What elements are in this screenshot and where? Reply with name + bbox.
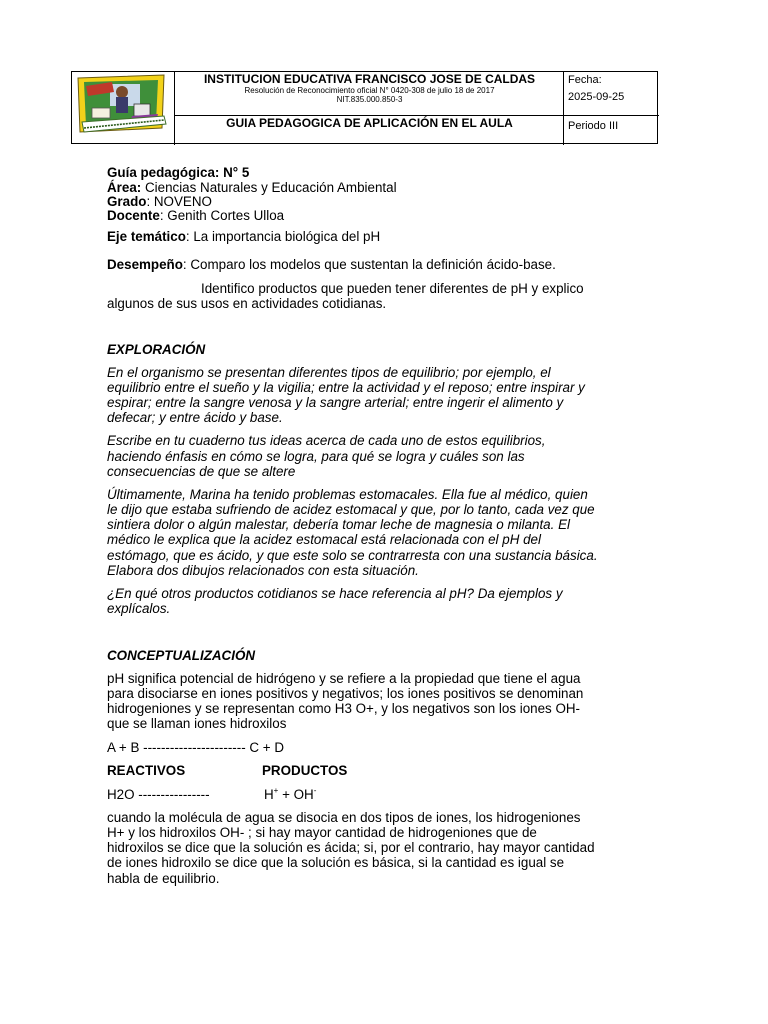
reaction-equation: A + B ----------------------- C + D	[107, 740, 284, 755]
exploracion-p1-line: defecar; y entre ácido y base.	[107, 410, 283, 425]
period-text: Periodo III	[568, 120, 619, 132]
eje-label: Eje temático	[107, 229, 186, 244]
conceptualizacion-title: CONCEPTUALIZACIÓN	[107, 648, 256, 663]
exploracion-title: EXPLORACIÓN	[107, 342, 206, 357]
header-center	[175, 72, 564, 145]
eje-value: : La importancia biológica del pH	[185, 229, 381, 244]
productos-label: PRODUCTOS	[262, 763, 348, 778]
concept-p1-line: que se llaman iones hidroxilos	[107, 716, 287, 731]
concept-p2-line: habla de equilibrio.	[107, 871, 220, 886]
header-table	[71, 71, 658, 144]
h-ion: H	[264, 787, 274, 802]
desempeno-label: Desempeño	[107, 257, 183, 272]
date-cell	[564, 72, 659, 116]
exploracion-p3-line: médico le explica que la acidez estomacal está relacionada con el pH del	[107, 532, 541, 547]
concept-p1-line: para disociarse en iones positivos y negativos; los iones positivos se denominan	[107, 686, 584, 701]
exploracion-p3-line: estómago, que es ácido, y que este solo se contrarresta con una sustancia básica.	[107, 548, 598, 563]
oh-ion: + OH	[278, 787, 314, 802]
exploracion-p3-line: Últimamente, Marina ha tenido problemas estomacales. Ella fue al médico, quien	[107, 487, 588, 502]
exploracion-p4-line: ¿En qué otros productos cotidianos se hace referencia al pH? Da ejemplos y	[107, 586, 563, 601]
period-cell	[564, 116, 659, 145]
logo-cell	[72, 72, 175, 145]
docente-label: Docente	[107, 208, 160, 223]
date-value: 2025-09-25	[568, 91, 625, 103]
exploracion-p1-line: En el organismo se presentan diferentes tipos de equilibrio; por ejemplo, el	[107, 365, 551, 380]
exploracion-p2-line: Escribe en tu cuaderno tus ideas acerca de cada uno de estos equilibrios,	[107, 433, 546, 448]
water-formula: H2O ----------------	[107, 787, 210, 802]
school-crest-icon	[72, 72, 175, 145]
exploracion-p3-line: Elabora dos dibujos relacionados con esta situación.	[107, 563, 419, 578]
minus-superscript: -	[313, 785, 317, 795]
desempeno-line	[107, 258, 556, 272]
exploracion-p1-line: espirar; entre la sangre venosa y la sangre arterial; entre ingerir el alimento y	[107, 395, 564, 410]
concept-p2-line: H+ y los hidroxilos OH- ; si hay mayor cantidad de hidrogeniones que de	[107, 825, 537, 840]
docente-value: : Genith Cortes Ulloa	[159, 208, 285, 223]
reactivos-label: REACTIVOS	[107, 763, 186, 778]
guide-title: GUIA PEDAGOGICA DE APLICACIÓN EN EL AULA	[226, 116, 513, 130]
guide-title-cell	[175, 116, 564, 145]
area-value: Ciencias Naturales y Educación Ambiental	[141, 180, 397, 195]
dissociation-products	[264, 785, 317, 802]
exploracion-p2-line: consecuencias de que se altere	[107, 464, 296, 479]
area-label: Área:	[107, 180, 142, 195]
date-label: Fecha:	[568, 74, 602, 86]
exploracion-p4-line: explícalos.	[107, 601, 171, 616]
desempeno-line-3: algunos de sus usos en actividades cotidianas.	[107, 296, 387, 311]
concept-p2-line: hidroxilos se dice que la solución es ácida; si, por el contrario, hay mayor cantidad	[107, 840, 595, 855]
exploracion-p1-line: equilibrio entre el sueño y la vigilia; entre la actividad y el reposo; entre inspirar y	[107, 380, 585, 395]
docente-line	[107, 209, 284, 223]
exploracion-p2-line: haciendo énfasis en cómo se logra, para qué se logra y cuáles son las	[107, 449, 525, 464]
grado-label: Grado	[107, 194, 147, 209]
concept-p1-line: hidrogeniones y se representan como H3 O+, y los negativos son los iones OH-	[107, 701, 581, 716]
concept-p1-line: pH significa potencial de hidrógeno y se refiere a la propiedad que tiene el agua	[107, 671, 581, 686]
concept-p2-line: cuando la molécula de agua se disocia en dos tipos de iones, los hidrogeniones	[107, 810, 581, 825]
plus-superscript: +	[273, 785, 279, 795]
grado-value: : NOVENO	[146, 194, 212, 209]
exploracion-p3-line: le dijo que estaba sufriendo de acidez estomacal y que, por lo tanto, cada vez que	[107, 502, 595, 517]
resolution-text: Resolución de Reconocimiento oficial N° 0420-308 de julio 18 de 2017	[244, 86, 495, 95]
guia-number: Guía pedagógica: N° 5	[107, 165, 250, 180]
school-info-cell	[175, 72, 564, 116]
school-name: INSTITUCION EDUCATIVA FRANCISCO JOSE DE CALDAS	[203, 72, 536, 86]
desempeno-line-2: Identifico productos que pueden tener diferentes de pH y explico	[201, 281, 584, 296]
eje-line	[107, 230, 380, 244]
concept-p2-line: de iones hidroxilo se dice que la solución es básica, si la cantidad es igual se	[107, 855, 565, 870]
nit-text: NIT.835.000.850-3	[336, 95, 403, 104]
exploracion-p3-line: sintiera dolor o algún malestar, debería tomar leche de magnesia o milanta. El	[107, 517, 570, 532]
desempeno-value: : Comparo los modelos que sustentan la definición ácido-base.	[182, 257, 556, 272]
